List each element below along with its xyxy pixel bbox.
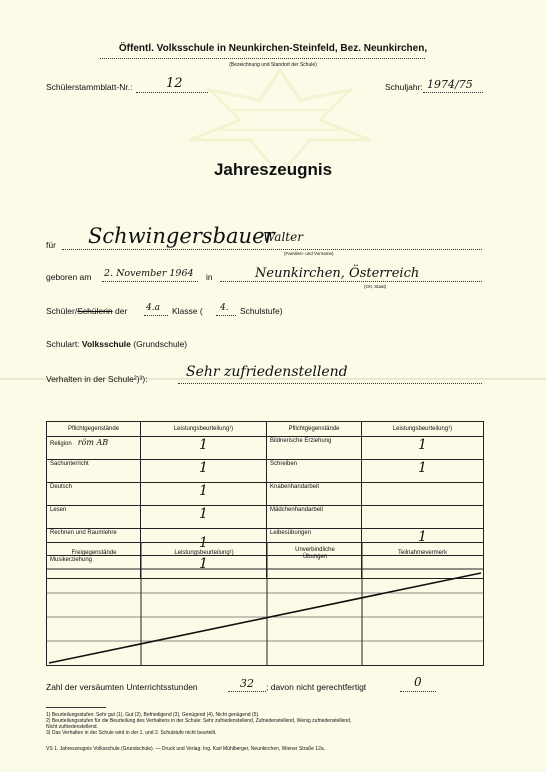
header-grade-left: Leistungsbeurteilung¹) — [141, 422, 267, 437]
stufe-line — [216, 315, 236, 316]
header-free-grade: Leistungsbeurteilung¹) — [174, 550, 234, 556]
grade-cell — [362, 483, 484, 506]
class-der: der — [115, 306, 128, 316]
grades-header-row — [47, 422, 484, 437]
subject-cell: Mädchenhandarbeit — [267, 506, 362, 529]
grade-cell — [141, 460, 267, 483]
stammblatt-line — [136, 92, 208, 93]
name-caption: (Familien- und Vorname) — [284, 251, 334, 256]
grade-value: 1 — [199, 483, 208, 499]
grade-value: 1 — [199, 506, 208, 522]
place-caption: (Ort, Staat) — [364, 284, 387, 289]
absence-line — [228, 691, 266, 692]
grade-cell — [141, 483, 267, 506]
footnote-3: 3) Das Verhalten in der Schule wird in der 1. und 2. Schulstufe nicht beurteilt. — [46, 730, 217, 736]
school-caption: (Bezeichnung und Standort der Schule) — [229, 62, 317, 68]
religion-note: röm AB — [77, 438, 109, 447]
absence-label2: ; davon nicht gerechtfertigt — [266, 682, 367, 692]
footnote-rule — [46, 707, 106, 708]
born-label: geboren am — [46, 272, 92, 282]
grade-value: 1 — [199, 460, 208, 476]
name-line — [62, 249, 482, 250]
grade-cell — [141, 506, 267, 529]
footnote-2b: Nicht zufriedenstellend. — [46, 724, 98, 730]
subject-cell: Knabenhandarbeit — [267, 483, 362, 506]
schoolkind-value: Volksschule — [81, 339, 131, 349]
footnote-2: 2) Beurteilungsstufen für die Beurteilung des Verhaltens in der Schule: Sehr zufriedenstellend, Zufriedenstellend, Wenig zufriedenstellend, — [46, 718, 352, 724]
born-place-line — [220, 281, 482, 282]
pupil-struck: Schülerin — [77, 306, 113, 316]
header-subjects-right: Pflichtgegenstände — [267, 422, 362, 437]
imprint: VS 1. Jahreszeugnis Volksschule (Grundschule). — Druck und Verlag: Ing. Karl Mühlberger, Neunkirchen, Wiener Straße 12a. — [46, 746, 326, 752]
class-label: Klasse ( — [172, 306, 203, 316]
grade-value: 1 — [199, 535, 208, 551]
schoolkind-suffix: (Grundschule) — [133, 339, 188, 349]
header-participation: Teilnahmevermerk — [397, 550, 448, 556]
grade-cell — [362, 437, 484, 460]
stufe-label: Schulstufe) — [240, 306, 283, 316]
subject-cell: Bildnerische Erziehung — [267, 437, 362, 460]
absence-value: 32 — [240, 677, 254, 690]
grade-cell — [362, 506, 484, 529]
header-subjects-left: Pflichtgegenstände — [47, 422, 141, 437]
header-grade-right: Leistungsbeurteilung¹) — [362, 422, 484, 437]
schoolkind — [46, 339, 187, 349]
fuer-label: für — [46, 240, 56, 250]
schuljahr-line — [423, 92, 483, 93]
stammblatt-label: Schülerstammblatt-Nr.: — [46, 82, 133, 92]
grade-value: 1 — [418, 460, 427, 476]
absence-label: Zahl der versäumten Unterrichtsstunden — [46, 682, 198, 692]
absence-line2 — [400, 691, 436, 692]
schuljahr-label: Schuljahr: — [385, 82, 423, 92]
stammblatt-value: 12 — [166, 76, 183, 91]
header-exercises: Unverbindliche Übungen — [295, 547, 335, 560]
pupil-label: Schüler/ — [46, 306, 78, 316]
table-row — [47, 460, 484, 483]
footnote-1: 1) Beurteilungsstufen: Sehr gut (1), Gut (2), Befriedigend (3), Genügend (4), Nicht genügend (5). — [46, 712, 260, 718]
strike-through-line — [49, 573, 481, 663]
subject-cell: Sachunterricht — [47, 460, 141, 483]
optional-grid — [47, 543, 483, 665]
behavior-label: Verhalten in der Schule²)³): — [46, 374, 148, 384]
grade-value: 1 — [418, 437, 427, 453]
grade-value: 1 — [199, 556, 208, 572]
class-value: 4.a — [146, 303, 160, 313]
subject-cell: Musikerziehung — [47, 556, 141, 579]
subject-cell: Leibesübungen — [267, 529, 362, 556]
header-free-subjects: Freigegenstände — [71, 550, 117, 556]
table-row — [47, 506, 484, 529]
stufe-value: 4. — [220, 303, 229, 313]
behavior-line — [178, 383, 482, 384]
behavior-value: Sehr zufriedenstellend — [186, 364, 348, 380]
born-in-label: in — [206, 272, 213, 282]
pupil-surname: Schwingersbauer — [88, 224, 275, 248]
subject-cell: Lesen — [47, 506, 141, 529]
schuljahr-value: 1974/75 — [427, 78, 473, 91]
subject-cell: Deutsch — [47, 483, 141, 506]
pupil-firstname: Walter — [263, 230, 303, 244]
grade-cell — [362, 460, 484, 483]
subject-cell: Rechnen und Raumlehre — [47, 529, 141, 556]
optional-subjects-box — [46, 542, 484, 666]
subject-cell: Schreiben — [267, 460, 362, 483]
grade-value: 1 — [418, 529, 427, 545]
school-name: Öffentl. Volksschule in Neunkirchen-Steinfeld, Bez. Neunkirchen, — [118, 43, 428, 54]
table-row — [47, 437, 484, 460]
subject-cell — [47, 437, 141, 460]
grade-cell — [141, 437, 267, 460]
document-title: Jahreszeugnis — [213, 160, 333, 179]
subject-label: Religion — [50, 441, 72, 447]
born-date: 2. November 1964 — [104, 268, 194, 279]
born-date-line — [102, 281, 198, 282]
class-line — [144, 315, 168, 316]
table-row — [47, 483, 484, 506]
pupil-type — [46, 306, 127, 316]
school-line — [100, 58, 425, 59]
schoolkind-label: Schulart: — [46, 339, 80, 349]
absence-value2: 0 — [414, 675, 422, 689]
born-place: Neunkirchen, Österreich — [255, 266, 420, 281]
grade-value: 1 — [199, 437, 208, 453]
